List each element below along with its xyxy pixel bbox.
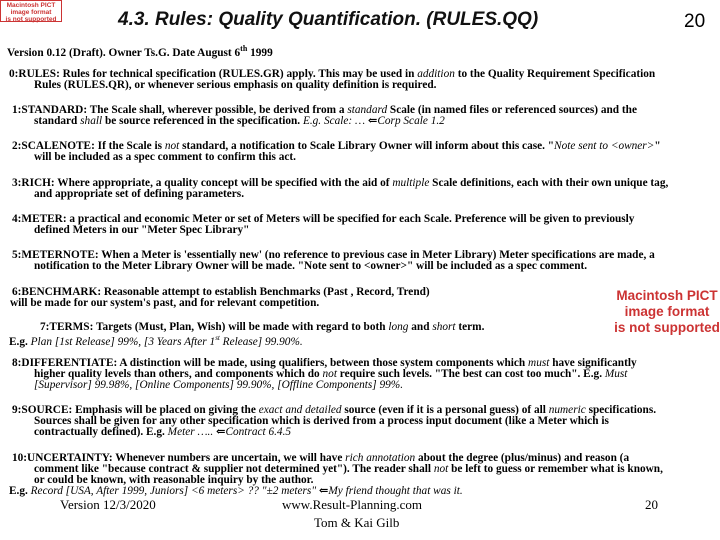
pict-large-line: image format <box>624 304 710 319</box>
rule-8-line-2: higher quality levels than others, and components which do not require such levels. "The best can cost too much". E.g. Must <box>34 368 628 380</box>
rule-2-line-2: will be included as a spec comment to confirm this act. <box>34 151 297 163</box>
slide-number: 20 <box>684 11 706 32</box>
version-sup: th <box>240 44 248 53</box>
rule-9-line-1: 9:SOURCE: Emphasis will be placed on giving the exact and detailed source (even if it is a personal guess) of all numeric specifications. <box>12 404 657 416</box>
rule-5-line-1: 5:METERNOTE: When a Meter is 'essentially new' (no reference to previous case in Meter Library) Meter specifications are made, a <box>12 249 655 261</box>
pict-large-line: Macintosh PICT <box>616 288 718 303</box>
version-text: Version 0.12 (Draft). Owner Ts.G. Date August 6 <box>7 46 241 59</box>
rule-6-line-2: will be made for our system's past, and for relevant competition. <box>10 297 320 309</box>
footer-page-number: 20 <box>645 497 658 512</box>
rule-9-line-2: Sources shall be given for any other specification which is derived from a process input document (like a Meter which is <box>34 415 609 427</box>
arrow-left-icon: ⇐ <box>367 115 378 127</box>
pict-placeholder-small <box>0 0 62 22</box>
rule-10-line-1: 10:UNCERTAINTY: Whenever numbers are uncertain, we will have rich annotation about the degree (plus/minus) and reason (a <box>12 452 630 464</box>
rule-2-line-1: 2:SCALENOTE: If the Scale is not standard, a notification to Scale Library Owner will inform about this case. "Note sent to <owner>" <box>12 140 661 152</box>
rule-10-line-3: or could be known, with reasonable inquiry by the author. <box>34 474 314 486</box>
arrow-left-icon: ⇐ <box>216 426 226 438</box>
rule-10-line-2: comment like "because contract & supplier not determined yet"). The reader shall not be left to guess or remember what is known, <box>34 463 663 475</box>
pict-small-line: Macintosh PICT <box>6 2 56 9</box>
rule-1-line-2: standard shall be source referenced in the specification. E.g. Scale: … ⇐Corp Scale 1.2 <box>34 115 445 127</box>
rule-1-line-1: 1:STANDARD: The Scale shall, wherever possible, be derived from a standard Scale (in named files or referenced sources) and the <box>12 104 637 116</box>
arrow-left-icon: ⇐ <box>318 485 329 497</box>
footer-version: Version 12/3/2020 <box>60 497 156 512</box>
version-line <box>7 43 273 59</box>
rule-8-line-3: [Supervisor] 99.98%, [Online Components] 99.90%, [Offline Components] 99%. <box>34 379 404 391</box>
footer-authors: Tom & Kai Gilb <box>314 515 400 530</box>
rule-5-line-2: notification to the Meter Library Owner will be made. "Note sent to <owner>" will be included as a spec comment. <box>34 260 588 272</box>
pict-small-line: image format <box>10 9 52 16</box>
rule-0-line-1: 0:RULES: Rules for technical specification (RULES.GR) apply. This may be used in addition to the Quality Requirement Specification <box>9 68 656 80</box>
footer-site: www.Result-Planning.com <box>282 497 422 512</box>
rule-6-line-1: 6:BENCHMARK: Reasonable attempt to establish Benchmarks (Past , Record, Trend) <box>12 286 430 298</box>
rule-8-line-1: 8:DIFFERENTIATE: A distinction will be made, using qualifiers, between those system components which must have significantly <box>12 357 637 369</box>
rule-4-line-1: 4:METER: a practical and economic Meter or set of Meters will be specified for each Scale. Preference will be given to previously <box>12 213 635 225</box>
rule-4-line-2: defined Meters in our "Meter Spec Library" <box>34 224 250 236</box>
version-year: 1999 <box>247 46 273 59</box>
slide-title: 4.3. Rules: Quality Quantification. (RULES.QQ) <box>118 9 539 30</box>
rule-0-line-2: Rules (RULES.QR), or whenever serious emphasis on quality definition is required. <box>34 79 437 91</box>
pict-large-line: is not supported <box>614 320 720 335</box>
pict-small-line: is not supported <box>5 16 57 23</box>
rule-7-line-1: 7:TERMS: Targets (Must, Plan, Wish) will be made with regard to both long and short term. <box>40 321 485 333</box>
rule-7-line-2: E.g. Plan [1st Release] 99%, [3 Years After 1st Release] 99.90%. <box>9 334 303 348</box>
rule-10-line-4: E.g. Record [USA, After 1999, Juniors] <6 meters> ?? "±2 meters" ⇐My friend thought that was it. <box>9 485 463 497</box>
rule-9-line-3: contractually defined). E.g. Meter ….. ⇐Contract 6.4.5 <box>34 426 292 438</box>
pict-placeholder-large <box>614 288 720 336</box>
rule-3-line-1: 3:RICH: Where appropriate, a quality concept will be specified with the aid of multiple Scale definitions, each with their own unique tag, <box>12 177 669 189</box>
rule-3-line-2: and appropriate set of defining parameters. <box>34 188 245 200</box>
